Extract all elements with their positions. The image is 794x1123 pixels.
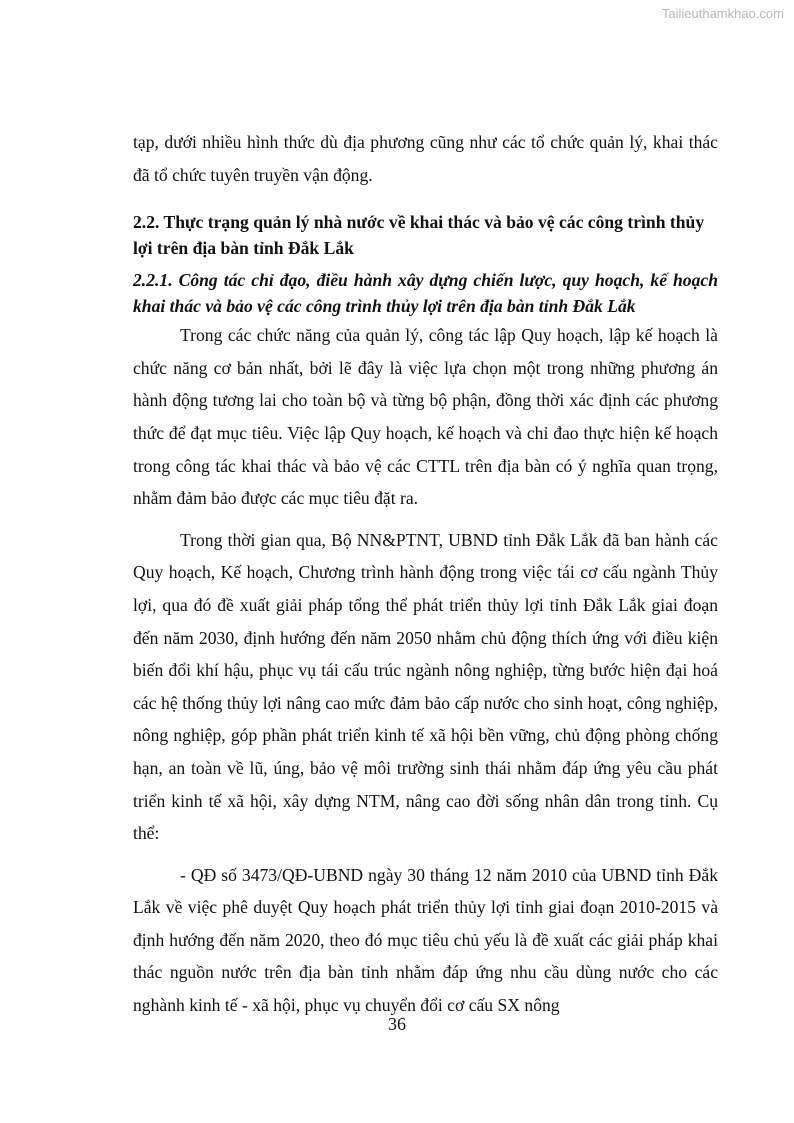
page-number: 36 [388, 1014, 406, 1034]
page-body [133, 126, 718, 1022]
paragraph: - QĐ số 3473/QĐ-UBND ngày 30 tháng 12 năm 2010 của UBND tỉnh Đắk Lắk về việc phê duyệt Quy hoạch phát triển thủy lợi tỉnh giai đoạn 2010-2015 và định hướng đến năm 2020, theo đó mục tiêu chủ yếu là đề xuất các giải pháp khai thác nguồn nước trên địa bàn tỉnh nhằm đáp ứng nhu cầu dùng nước cho các nghành kinh tế - xã hội, phục vụ chuyển đổi cơ cấu SX nông [133, 864, 718, 1016]
watermark-text: Tailieuthamkhao.com [661, 6, 784, 21]
subsection-heading: 2.2.1. Công tác chỉ đạo, điều hành xây dựng chiến lược, quy hoạch, kế hoạch khai thác và bảo vệ các công trình thủy lợi trên địa bàn tỉnh Đắk Lắk [133, 270, 718, 317]
section-heading: 2.2. Thực trạng quản lý nhà nước về khai thác và bảo vệ các công trình thủy lợi trên địa bàn tỉnh Đắk Lắk [133, 212, 705, 259]
paragraph-continuation: tạp, dưới nhiều hình thức dù địa phương cũng như các tổ chức quản lý, khai thác đã tổ chức tuyên truyền vận động. [133, 132, 718, 185]
paragraph: Trong thời gian qua, Bộ NN&PTNT, UBND tỉnh Đắk Lắk đã ban hành các Quy hoạch, Kế hoạch, Chương trình hành động trong việc tái cơ cấu ngành Thủy lợi, qua đó đề xuất giải pháp tổng thể phát triển thủy lợi tỉnh Đắk Lắk giai đoạn đến năm 2030, định hướng đến năm 2050 nhằm chủ động thích ứng với điều kiện biến đổi khí hậu, phục vụ tái cấu trúc ngành nông nghiệp, từng bước hiện đại hoá các hệ thống thủy lợi nâng cao mức đảm bảo cấp nước cho sinh hoạt, công nghiệp, nông nghiệp, góp phần phát triển kinh tế xã hội bền vững, chủ động phòng chống hạn, an toàn về lũ, úng, bảo vệ môi trường sinh thái nhằm đáp ứng yêu cầu phát triển kinh tế xã hội, xây dựng NTM, nâng cao đời sống nhân dân trong tỉnh. Cụ thể: [133, 529, 718, 844]
paragraph: Trong các chức năng của quản lý, công tác lập Quy hoạch, lập kế hoạch là chức năng cơ bản nhất, bởi lẽ đây là việc lựa chọn một trong những phương án hành động tương lai cho toàn bộ và từng bộ phận, đồng thời xác định các phương thức để đạt mục tiêu. Việc lập Quy hoạch, kế hoạch và chỉ đao thực hiện kế hoạch trong công tác khai thác và bảo vệ các CTTL trên địa bàn có ý nghĩa quan trọng, nhằm đảm bảo được các mục tiêu đặt ra. [133, 325, 718, 509]
